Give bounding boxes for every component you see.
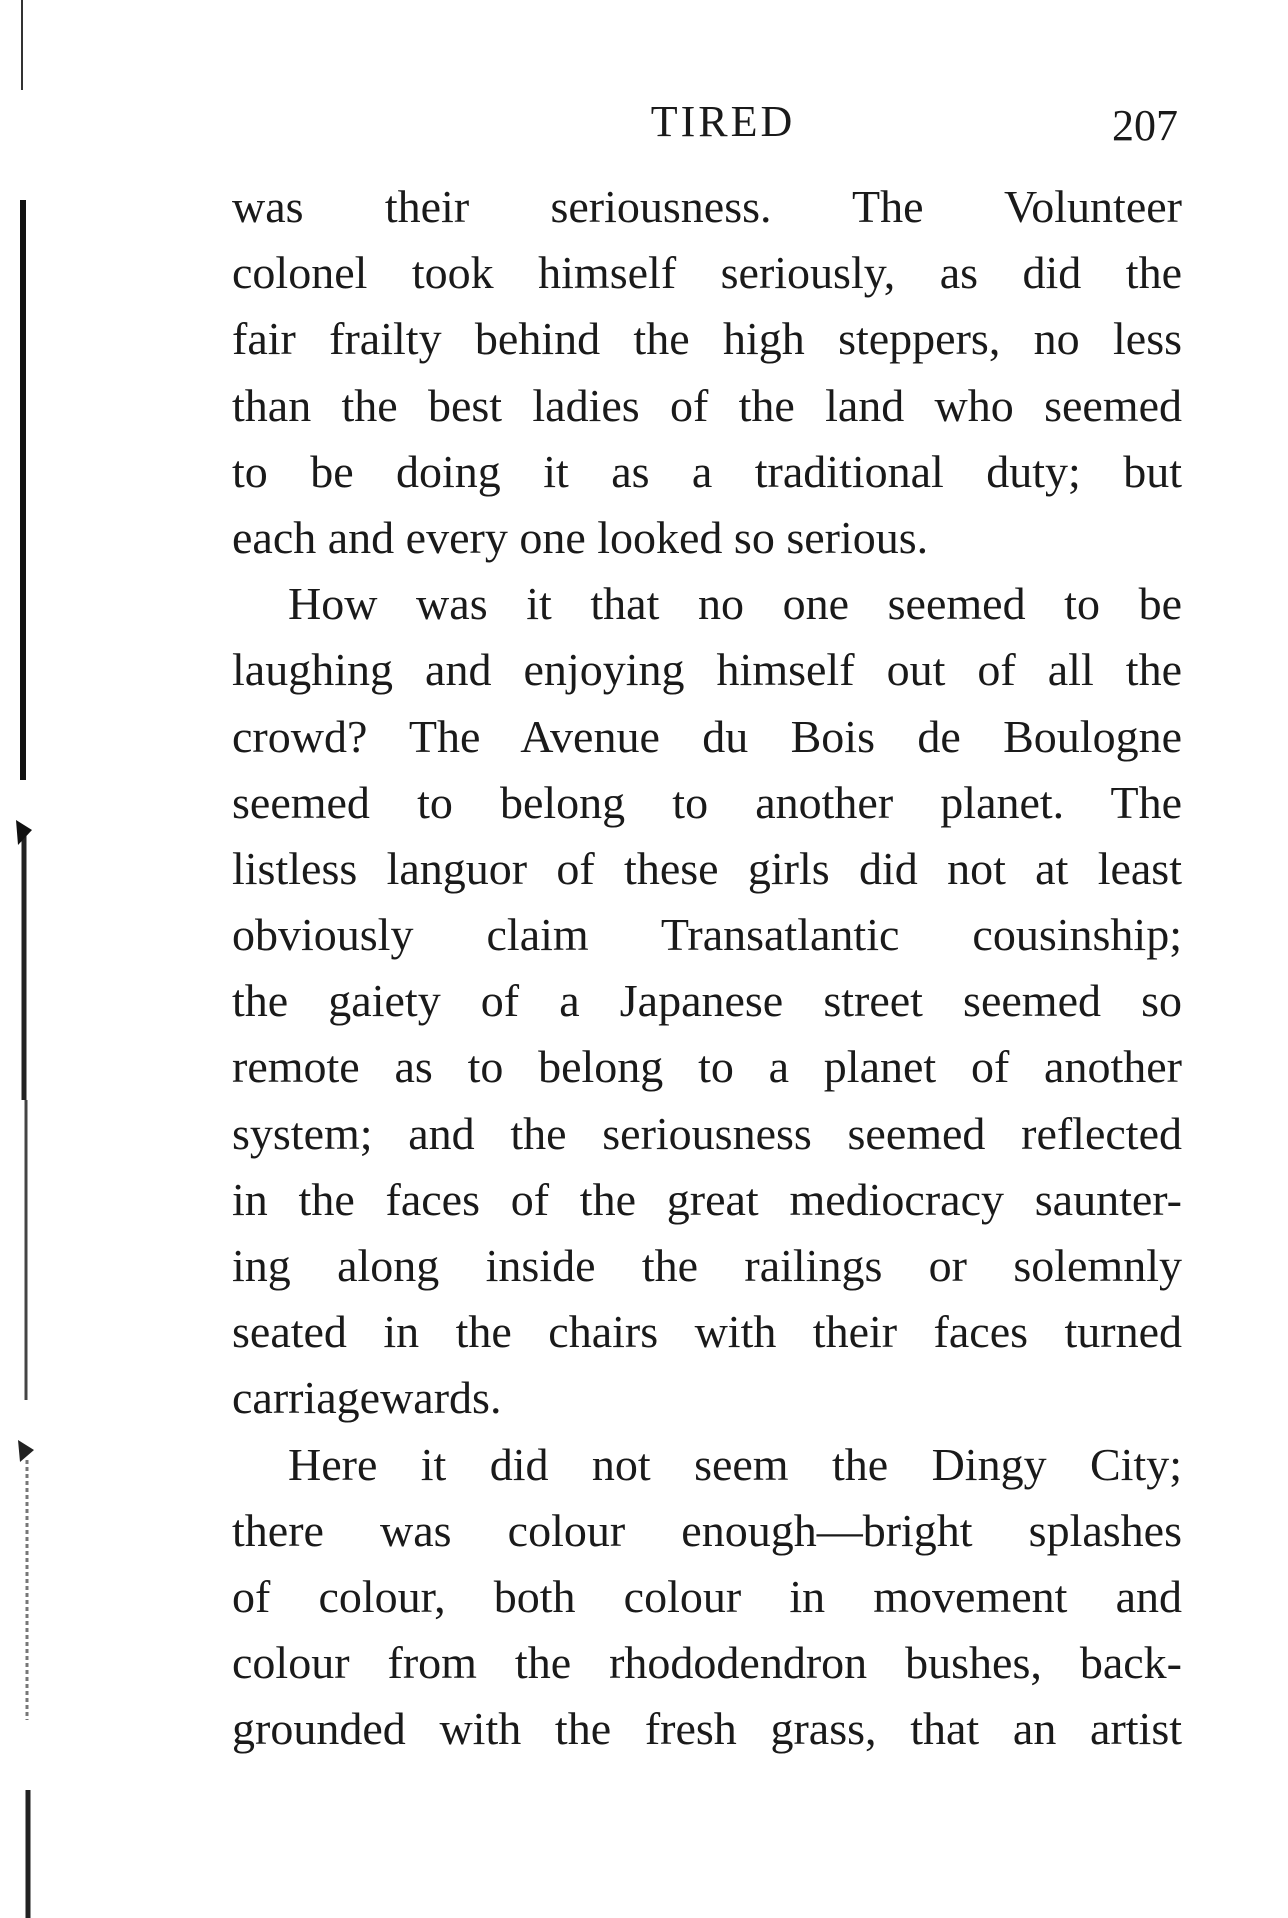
text-line: system; and the seriousness seemed reflected (232, 1107, 1182, 1159)
text-line: colour from the rhododendron bushes, back- (232, 1637, 1182, 1689)
text-line: How was it that no one seemed to be (288, 578, 1182, 630)
text-line: each and every one looked so serious. (232, 511, 929, 563)
running-head (228, 92, 1178, 152)
text-line: remote as to belong to a planet of another (232, 1041, 1182, 1093)
body-text (232, 174, 1182, 1763)
text-line: Here it did not seem the Dingy City; (288, 1438, 1182, 1490)
text-line: grounded with the fresh grass, that an artist (232, 1703, 1182, 1755)
text-line: in the faces of the great mediocracy saunter- (232, 1173, 1182, 1225)
text-line: carriagewards. (232, 1372, 502, 1424)
text-line: crowd? The Avenue du Bois de Boulogne (232, 710, 1182, 762)
text-line: to be doing it as a traditional duty; but (232, 445, 1182, 497)
text-line: seemed to belong to another planet. The (232, 776, 1182, 828)
text-line: the gaiety of a Japanese street seemed so (232, 975, 1182, 1027)
text-line: laughing and enjoying himself out of all the (232, 644, 1182, 696)
running-title: TIRED (650, 97, 796, 146)
text-line: seated in the chairs with their faces turned (232, 1306, 1182, 1358)
text-line: than the best ladies of the land who seemed (232, 379, 1182, 431)
page-number: 207 (1112, 101, 1178, 150)
text-line: listless languor of these girls did not at least (232, 842, 1182, 894)
binding-edge-shadow (0, 0, 60, 1918)
text-line: was their seriousness. The Volunteer (232, 181, 1182, 232)
text-line: ing along inside the railings or solemnly (232, 1240, 1182, 1291)
text-line: obviously claim Transatlantic cousinship; (232, 909, 1182, 961)
text-line: of colour, both colour in movement and (232, 1570, 1182, 1622)
text-line: fair frailty behind the high steppers, no less (232, 313, 1182, 365)
text-line: colonel took himself seriously, as did the (232, 247, 1182, 299)
text-line: there was colour enough—bright splashes (232, 1504, 1182, 1556)
